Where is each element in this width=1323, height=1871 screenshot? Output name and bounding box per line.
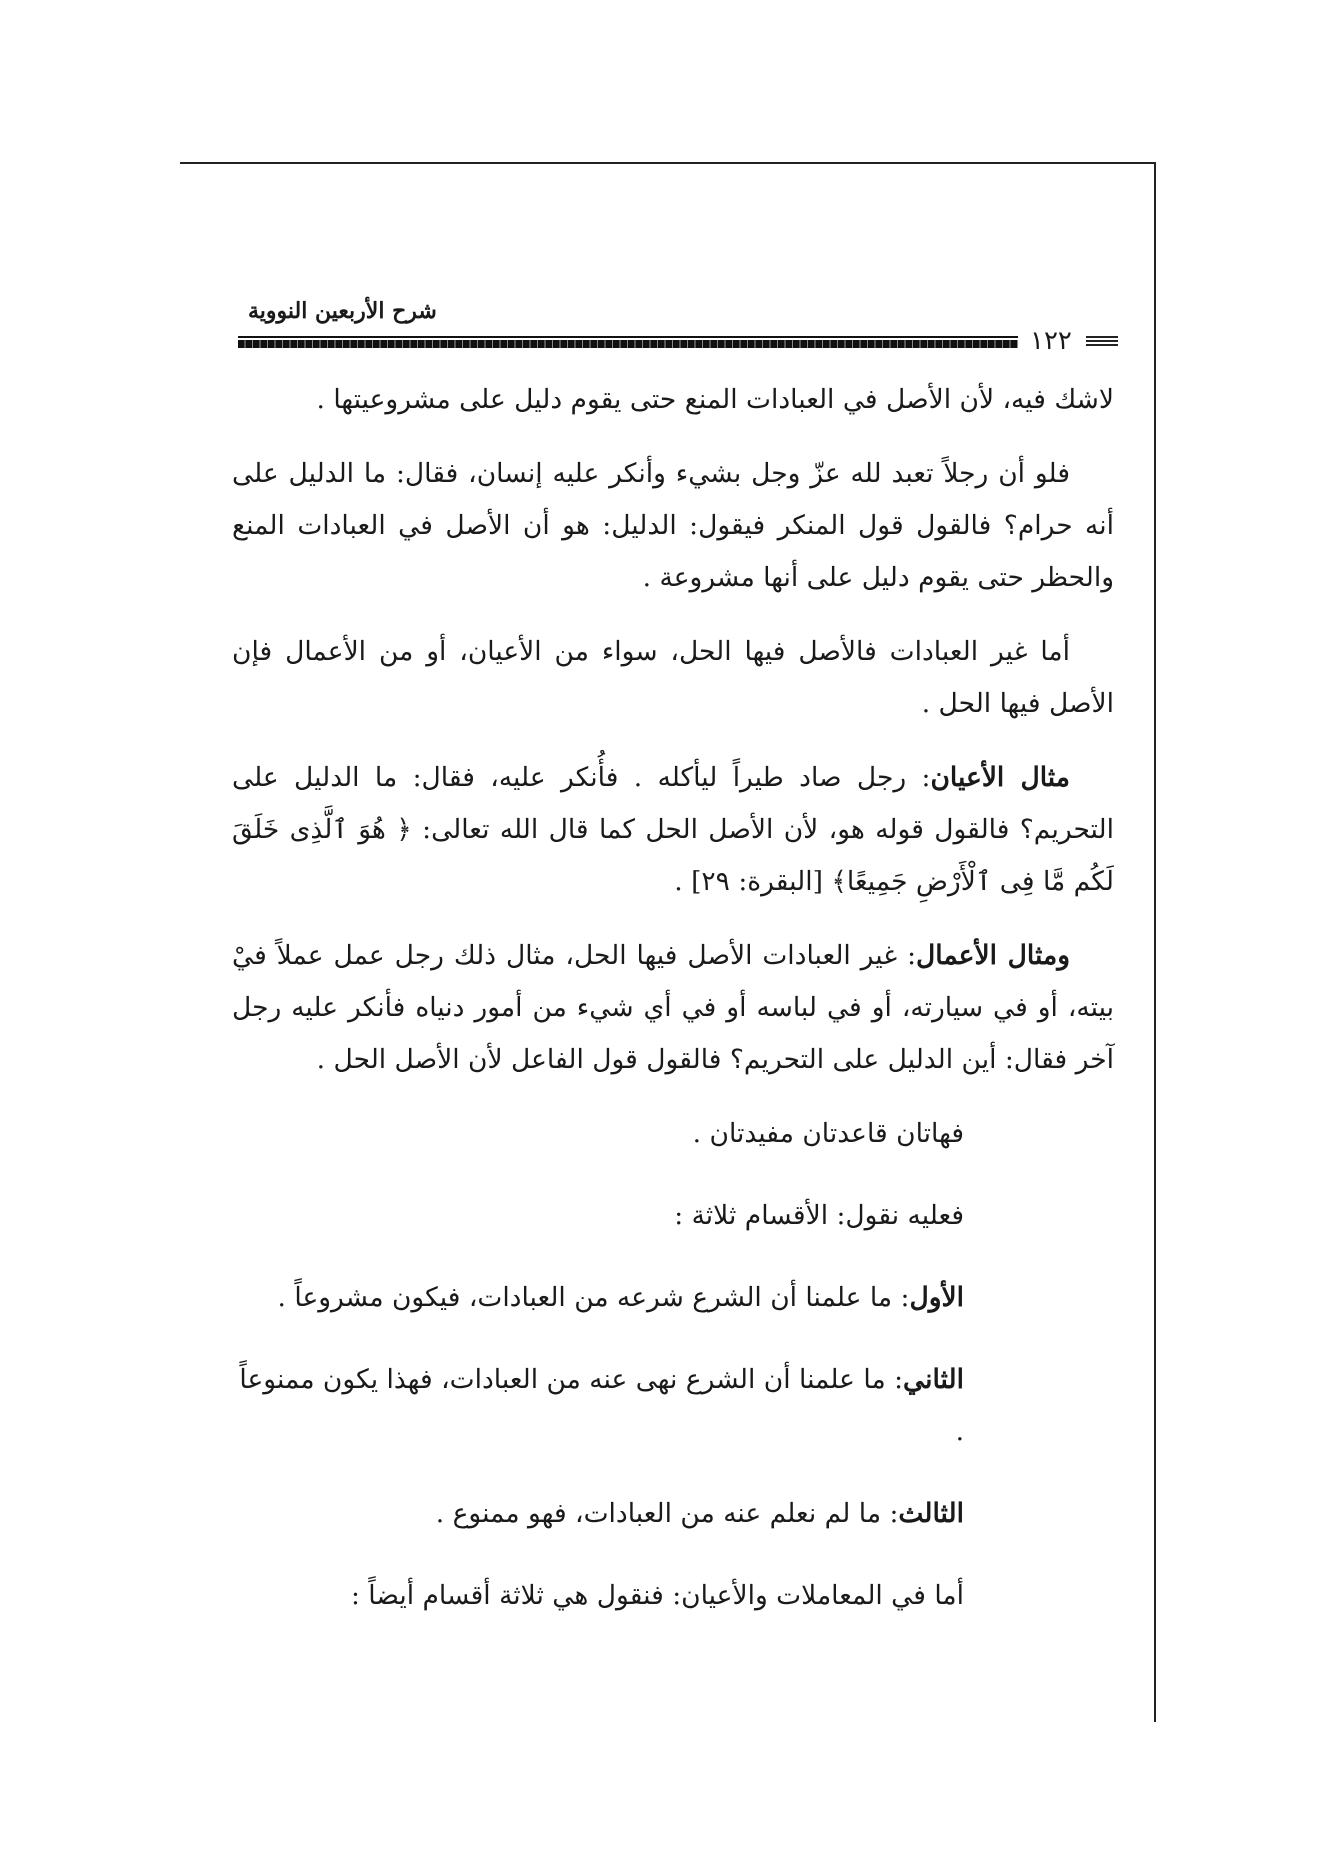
paragraph: فلو أن رجلاً تعبد لله عزّ وجل بشيء وأنكر عليه إنسان، فقال: ما الدليل على أنه حرام؟ فالقول قول المنكر فيقول: الدليل: هو أن الأصل في العبادات المنع والحظر حتى يقوم دليل على أنها مشروعة .	[232, 458, 1114, 593]
closing-line: أما في المعاملات والأعيان: فنقول هي ثلاثة أقسام أيضاً :	[350, 1580, 964, 1611]
division-label: الثالث	[898, 1498, 964, 1529]
running-title: شرح الأربعين النووية	[248, 298, 437, 324]
example-actions-text: : غير العبادات الأصل فيها الحل، مثال ذلك رجل عمل عملاً فيْ بيته، أو في سيارته، أو في لباسه أو في أي شيء من أمور دنياه فأنكر عليه رجل آخر فقال: أين الدليل على التحريم؟ فالقول قول الفاعل لأن الأصل الحل .	[232, 940, 1114, 1075]
example-objects-label: مثال الأعيان	[930, 762, 1070, 793]
division-label: الأول	[909, 1282, 964, 1313]
division-third	[232, 1488, 1114, 1540]
division-second	[232, 1354, 1114, 1458]
division-text: : ما لم نعلم عنه من العبادات، فهو ممنوع .	[435, 1498, 899, 1529]
page-header	[238, 298, 1118, 358]
division-label: الثاني	[903, 1364, 964, 1395]
example-actions-label: ومثال الأعمال	[916, 940, 1070, 971]
header-divider-thin	[238, 336, 1018, 338]
paragraph: أما غير العبادات فالأصل فيها الحل، سواء من الأعيان، أو من الأعمال فإن الأصل فيها الحل .	[232, 636, 1114, 719]
page-number: ١٢٢	[1030, 326, 1072, 356]
header-divider	[238, 340, 1018, 348]
short-line: فعليه نقول: الأقسام ثلاثة :	[674, 1200, 964, 1231]
division-text: : ما علمنا أن الشرع نهى عنه من العبادات، فهذا يكون ممنوعاً .	[239, 1364, 964, 1447]
header-ornament	[1086, 336, 1118, 346]
short-line: فهاتان قاعدتان مفيدتان .	[692, 1118, 964, 1149]
paragraph: لاشك فيه، لأن الأصل في العبادات المنع حتى يقوم دليل على مشروعيتها .	[316, 384, 1114, 415]
page-right-border	[1154, 162, 1156, 1722]
division-first	[232, 1272, 1114, 1324]
example-actions-paragraph	[232, 930, 1114, 1086]
example-objects-text: : رجل صاد طيراً ليأكله . فأُنكر عليه، فقال: ما الدليل على التحريم؟ فالقول قوله هو، لأن الأصل الحل كما قال الله تعالى:	[232, 762, 1114, 845]
example-objects-paragraph	[232, 752, 1114, 908]
page-top-border	[180, 162, 1156, 164]
quran-reference: [البقرة: ٢٩] .	[674, 866, 823, 897]
division-text: : ما علمنا أن الشرع شرعه من العبادات، فيكون مشروعاً .	[277, 1282, 910, 1313]
quran-verse: ﴿ هُوَ ٱلَّذِى خَلَقَ لَكُم مَّا فِى ٱلْأَرْضِ جَمِيعًا﴾	[232, 814, 1114, 897]
page-body	[232, 374, 1114, 1652]
